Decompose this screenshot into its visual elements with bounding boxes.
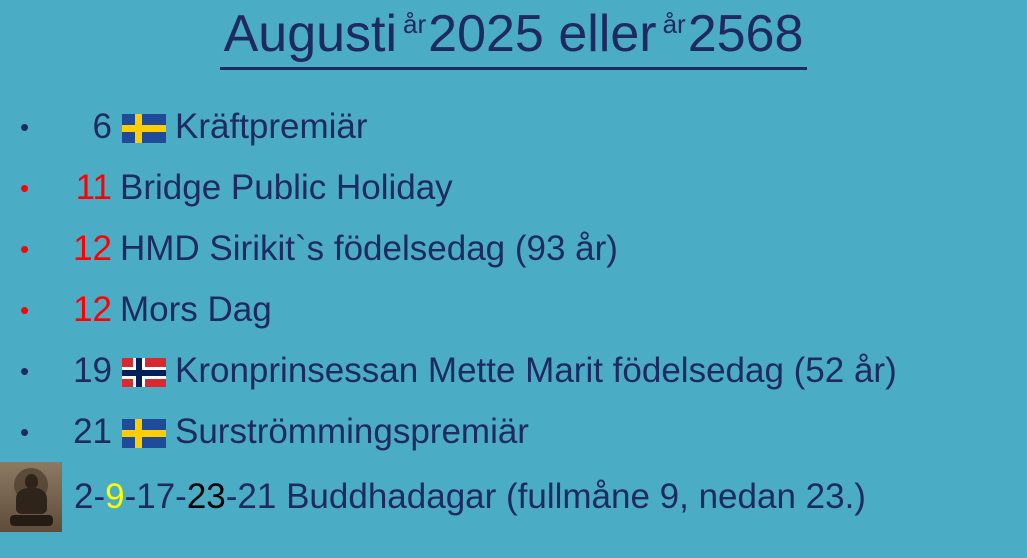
buddha-days-part-1: 2- — [74, 477, 106, 517]
event-text: Kronprinsessan Mette Marit födelsedag (52 år) — [175, 351, 897, 391]
norway-flag-icon — [122, 358, 166, 387]
buddha-days-part-5: -21 Buddhadagar (fullmåne 9, nedan 23.) — [225, 477, 866, 517]
list-bullet: • — [20, 355, 30, 386]
event-text: Bridge Public Holiday — [120, 168, 453, 208]
title-year-prefix-1: år — [403, 9, 427, 39]
list-item — [0, 218, 1027, 279]
event-list — [0, 96, 1027, 532]
title-year-prefix-2: år — [662, 9, 686, 39]
list-bullet: • — [20, 233, 30, 264]
page-title — [0, 0, 1027, 70]
title-month: Augusti — [223, 5, 398, 63]
list-item — [0, 157, 1027, 218]
event-text: Surströmmingspremiär — [175, 412, 529, 452]
event-text: Kräftpremiär — [175, 107, 368, 147]
list-bullet: • — [20, 416, 30, 447]
event-day: 11 — [75, 168, 112, 208]
list-item — [0, 279, 1027, 340]
list-bullet: • — [20, 111, 30, 142]
buddha-statue-image — [0, 462, 62, 532]
list-item-buddha — [0, 462, 1027, 532]
buddha-days-newmoon: 23 — [186, 477, 226, 517]
list-item — [0, 401, 1027, 462]
sweden-flag-icon — [122, 114, 166, 143]
event-text: Mors Dag — [120, 290, 272, 330]
list-item — [0, 340, 1027, 401]
buddha-days-part-3: -17- — [124, 477, 187, 517]
event-day: 19 — [73, 351, 112, 391]
event-day: 12 — [73, 229, 112, 269]
title-year-1: 2025 — [428, 5, 544, 63]
event-day: 21 — [73, 412, 112, 452]
event-text: HMD Sirikit`s födelsedag (93 år) — [120, 229, 618, 269]
event-day: 6 — [92, 107, 112, 147]
buddha-days-fullmoon: 9 — [105, 477, 125, 517]
list-bullet: • — [20, 172, 30, 203]
page-title-underlined — [220, 4, 808, 70]
title-conjunction: eller — [558, 5, 657, 63]
list-bullet: • — [20, 294, 30, 325]
event-day: 12 — [73, 290, 112, 330]
list-item — [0, 96, 1027, 157]
sweden-flag-icon — [122, 419, 166, 448]
title-year-2: 2568 — [687, 5, 804, 63]
